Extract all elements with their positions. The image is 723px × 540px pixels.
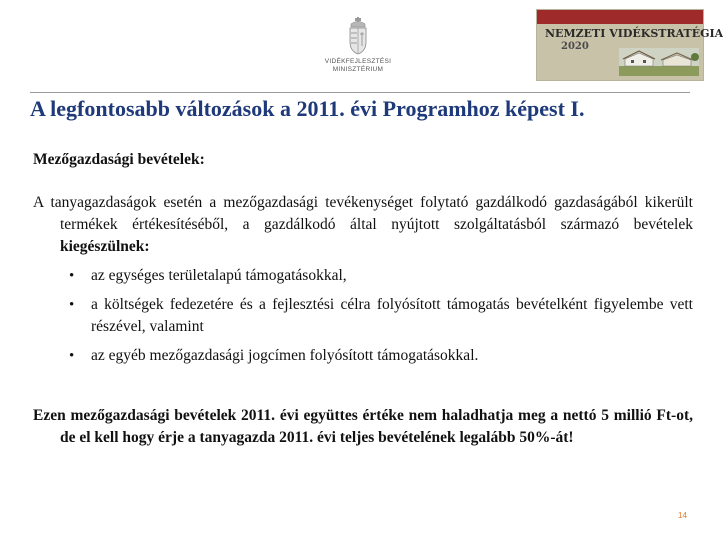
list-item-text: a költségek fedezetére és a fejlesztési célra folyósított támogatás bevételként figyelembe vett részével, valamint — [91, 296, 693, 335]
header-divider — [30, 92, 690, 93]
list-item — [60, 294, 693, 338]
bullet-list — [60, 265, 693, 374]
bullet-icon: • — [69, 297, 75, 313]
intro-emphasis: kiegészülnek: — [60, 238, 150, 255]
section-heading: Mezőgazdasági bevételek: — [33, 151, 205, 168]
strategy-band — [537, 10, 703, 24]
bullet-icon: • — [69, 268, 75, 284]
farmhouse-icon — [619, 48, 699, 76]
list-item — [60, 345, 693, 367]
ministry-logo — [318, 18, 398, 84]
intro-paragraph — [33, 192, 693, 258]
page-number: 14 — [678, 511, 687, 520]
bullet-icon: • — [69, 348, 75, 364]
intro-text: A tanyagazdaságok esetén a mezőgazdasági tevékenységet folytató gazdálkodó gazdaságából kikerült termékek értékesítéséből, a gazdálkodó által nyújtott szolgáltatásból származó bevételek — [33, 194, 693, 233]
coat-of-arms-icon — [347, 18, 369, 58]
list-item-text: az egyéb mezőgazdasági jogcímen folyósított támogatásokkal. — [91, 347, 479, 364]
ministry-name-line1: VIDÉKFEJLESZTÉSI — [324, 58, 392, 65]
strategy-title: NEMZETI VIDÉKSTRATÉGIA — [545, 27, 723, 40]
slide-title: A legfontosabb változások a 2011. évi Programhoz képest I. — [30, 96, 585, 121]
strategy-logo — [536, 9, 723, 81]
strategy-year: 2020 — [561, 41, 589, 52]
conclusion-paragraph: Ezen mezőgazdasági bevételek 2011. évi együttes értéke nem haladhatja meg a nettó 5 millió Ft-ot, de el kell hogy érje a tanyagazda 2011. évi teljes bevételének legalább 50%-át! — [33, 407, 693, 446]
ministry-name-line2: MINISZTÉRIUM — [332, 66, 384, 73]
list-item — [60, 265, 693, 287]
list-item-text: az egységes területalapú támogatásokkal, — [91, 267, 347, 284]
